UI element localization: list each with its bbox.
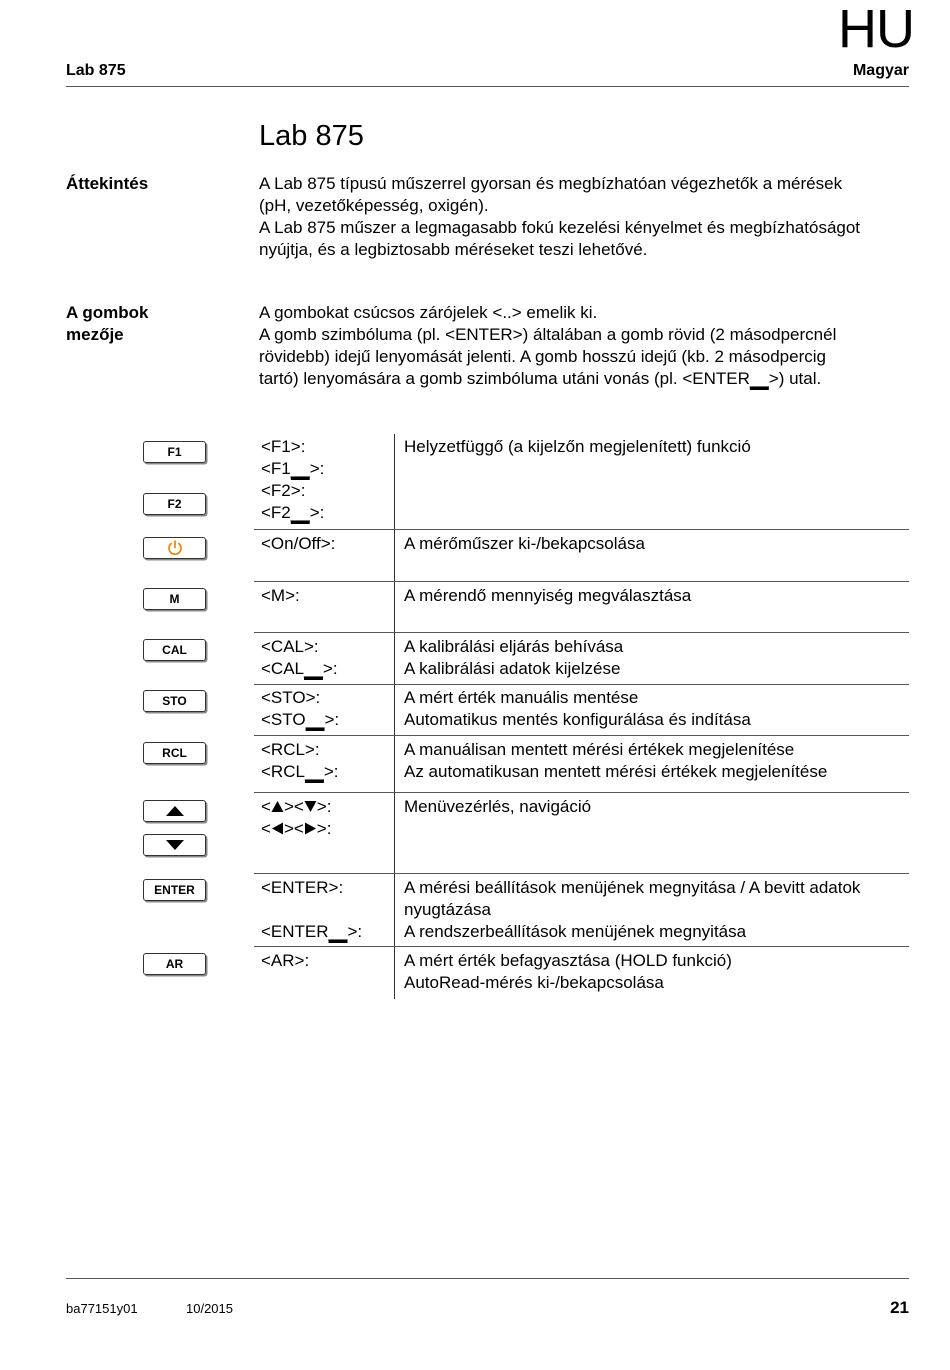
table-column-divider bbox=[394, 434, 395, 999]
table-row-desc bbox=[404, 796, 909, 818]
rcl-key: RCL bbox=[143, 742, 206, 764]
function-desc: Helyzetfüggő (a kijelzőn megjelenített) funkció bbox=[404, 437, 751, 456]
long-press-mark: __ bbox=[290, 459, 310, 478]
function-desc: Az automatikusan mentett mérési értékek megjelenítése bbox=[404, 762, 828, 781]
key-symbol bbox=[682, 369, 778, 388]
key-label: <STO>: bbox=[261, 688, 321, 707]
function-desc: A manuálisan mentett mérési értékek megjelenítése bbox=[404, 740, 795, 759]
table-row-desc bbox=[404, 687, 909, 731]
key-label: <On/Off>: bbox=[261, 534, 336, 553]
overview-line: nyújtja, és a legbiztosabb méréseket teszi lehetővé. bbox=[259, 240, 648, 259]
table-row-desc bbox=[404, 739, 909, 783]
table-row-desc bbox=[404, 585, 909, 607]
header-language: Magyar bbox=[852, 62, 909, 79]
key-label: <AR>: bbox=[261, 951, 310, 970]
overview-line: A Lab 875 műszer a legmagasabb fokú kezelési kényelmet és megbízhatóságot bbox=[259, 218, 861, 237]
header-rule bbox=[66, 86, 909, 87]
power-icon bbox=[166, 539, 184, 557]
arrow-down-icon bbox=[165, 839, 185, 851]
on-off-key bbox=[143, 537, 206, 559]
table-row-desc bbox=[404, 636, 909, 680]
table-row-desc bbox=[404, 950, 909, 994]
key-label-part: >: bbox=[347, 922, 363, 941]
function-desc: A mért érték manuális mentése bbox=[404, 688, 639, 707]
table-row-divider bbox=[254, 946, 909, 947]
cal-key: CAL bbox=[143, 639, 206, 661]
key-label-part: <CAL bbox=[261, 659, 304, 678]
long-press-mark: __ bbox=[290, 503, 310, 522]
text-run: ) utal. bbox=[778, 369, 822, 388]
key-label: <CAL>: bbox=[261, 637, 319, 656]
overview-line: (pH, vezetőképesség, oxigén). bbox=[259, 196, 489, 215]
key-symbol: <ENTER> bbox=[445, 325, 523, 344]
function-desc: A mérőműszer ki-/bekapcsolása bbox=[404, 534, 645, 553]
footer-rule bbox=[66, 1278, 909, 1279]
keypad-label-line: A gombok bbox=[66, 303, 149, 322]
function-desc: AutoRead-mérés ki-/bekapcsolása bbox=[404, 973, 664, 992]
key-symbol-part: <ENTER bbox=[682, 369, 750, 388]
key-label: <M>: bbox=[261, 586, 300, 605]
table-row-divider bbox=[254, 873, 909, 874]
table-row-keys bbox=[261, 533, 335, 555]
text-run: tartó) lenyomására a gomb szimbóluma utáni vonás (pl. bbox=[259, 369, 683, 388]
key-label-part: >: bbox=[322, 659, 338, 678]
up-key bbox=[143, 800, 206, 822]
table-row-divider bbox=[254, 792, 909, 793]
header-doc-title: Lab 875 bbox=[66, 62, 126, 79]
spacer bbox=[261, 899, 362, 921]
ar-key: AR bbox=[143, 953, 206, 975]
key-label-part: >: bbox=[324, 710, 340, 729]
table-row-keys bbox=[261, 877, 362, 943]
footer-date: 10/2015 bbox=[186, 1301, 233, 1316]
long-press-mark: __ bbox=[304, 762, 324, 781]
overview-text bbox=[259, 173, 860, 261]
m-key: M bbox=[143, 588, 206, 610]
table-row-divider bbox=[254, 529, 909, 530]
key-label: <F2>: bbox=[261, 481, 306, 500]
keypad-line bbox=[259, 368, 836, 390]
long-press-mark: __ bbox=[749, 369, 769, 388]
key-label-part: <F2 bbox=[261, 503, 291, 522]
key-label bbox=[261, 761, 339, 783]
key-label-part: <STO bbox=[261, 710, 306, 729]
page-title: Lab 875 bbox=[259, 120, 364, 152]
key-label bbox=[261, 458, 324, 480]
table-row-desc bbox=[404, 877, 909, 943]
key-label bbox=[261, 658, 338, 680]
text-run: ) általában a gomb rövid (2 másodpercnél bbox=[522, 325, 837, 344]
arrow-up-icon bbox=[271, 800, 284, 813]
long-press-mark: __ bbox=[304, 659, 323, 678]
function-desc: A rendszerbeállítások menüjének megnyitása bbox=[404, 922, 747, 941]
function-desc: Menüvezérlés, navigáció bbox=[404, 797, 592, 816]
arrow-down-icon bbox=[304, 800, 317, 813]
footer-doc-id: ba77151y01 bbox=[66, 1301, 138, 1316]
table-row-keys bbox=[261, 796, 331, 840]
arrow-right-icon bbox=[304, 822, 317, 835]
key-label: <ENTER>: bbox=[261, 878, 344, 897]
enter-key: ENTER bbox=[143, 879, 206, 901]
table-row-divider bbox=[254, 684, 909, 685]
function-desc: A kalibrálási eljárás behívása bbox=[404, 637, 624, 656]
key-label-part: >: bbox=[323, 762, 339, 781]
table-row-desc bbox=[404, 533, 909, 555]
long-press-mark: __ bbox=[328, 922, 348, 941]
function-desc: A mérendő mennyiség megválasztása bbox=[404, 586, 692, 605]
function-desc: A mérési beállítások menüjének megnyitása / A bevitt adatok nyugtázása bbox=[404, 878, 861, 919]
table-row-keys bbox=[261, 436, 324, 524]
table-row-desc bbox=[404, 436, 909, 458]
key-label bbox=[261, 709, 339, 731]
function-desc: A kalibrálási adatok kijelzése bbox=[404, 659, 621, 678]
key-label: <F1>: bbox=[261, 437, 306, 456]
key-label-part: >: bbox=[309, 503, 325, 522]
table-row-keys bbox=[261, 739, 339, 783]
table-row-keys bbox=[261, 950, 309, 972]
table-row-keys bbox=[261, 585, 300, 607]
key-label-part: <F1 bbox=[261, 459, 291, 478]
table-row-divider bbox=[254, 735, 909, 736]
keypad-line bbox=[259, 324, 836, 346]
long-press-mark: __ bbox=[305, 710, 325, 729]
arrow-left-icon bbox=[271, 822, 284, 835]
key-label-part: <RCL bbox=[261, 762, 305, 781]
key-label-part: >: bbox=[309, 459, 325, 478]
sto-key: STO bbox=[143, 690, 206, 712]
overview-line: A Lab 875 típusú műszerrel gyorsan és megbízhatóan végezhetők a mérések bbox=[259, 174, 843, 193]
key-label bbox=[261, 921, 362, 943]
key-label: <RCL>: bbox=[261, 740, 320, 759]
down-key bbox=[143, 834, 206, 856]
table-row-keys bbox=[261, 636, 338, 680]
keypad-label bbox=[66, 302, 148, 346]
key-label-part: <ENTER bbox=[261, 922, 329, 941]
key-label: < >< >: bbox=[261, 797, 332, 816]
table-row-keys bbox=[261, 687, 339, 731]
function-desc: Automatikus mentés konfigurálása és indítása bbox=[404, 710, 751, 729]
key-label: < >< >: bbox=[261, 819, 332, 838]
f1-key: F1 bbox=[143, 441, 206, 463]
key-label bbox=[261, 502, 324, 524]
keypad-line: A gombokat csúcsos zárójelek <..> emelik ki. bbox=[259, 303, 598, 322]
function-desc: A mért érték befagyasztása (HOLD funkció) bbox=[404, 951, 732, 970]
language-code: HU bbox=[838, 0, 914, 59]
keypad-text bbox=[259, 302, 836, 390]
arrow-up-icon bbox=[165, 805, 185, 817]
key-symbol-part: > bbox=[768, 369, 779, 388]
text-run: A gomb szimbóluma (pl. bbox=[259, 325, 446, 344]
table-row-divider bbox=[254, 632, 909, 633]
f2-key: F2 bbox=[143, 493, 206, 515]
table-row-divider bbox=[254, 581, 909, 582]
overview-label: Áttekintés bbox=[66, 174, 149, 193]
keypad-line: rövidebb) idejű lenyomását jelenti. A gomb hosszú idejű (kb. 2 másodpercig bbox=[259, 347, 826, 366]
page-number: 21 bbox=[890, 1298, 909, 1317]
keypad-label-line: mezője bbox=[66, 325, 124, 344]
